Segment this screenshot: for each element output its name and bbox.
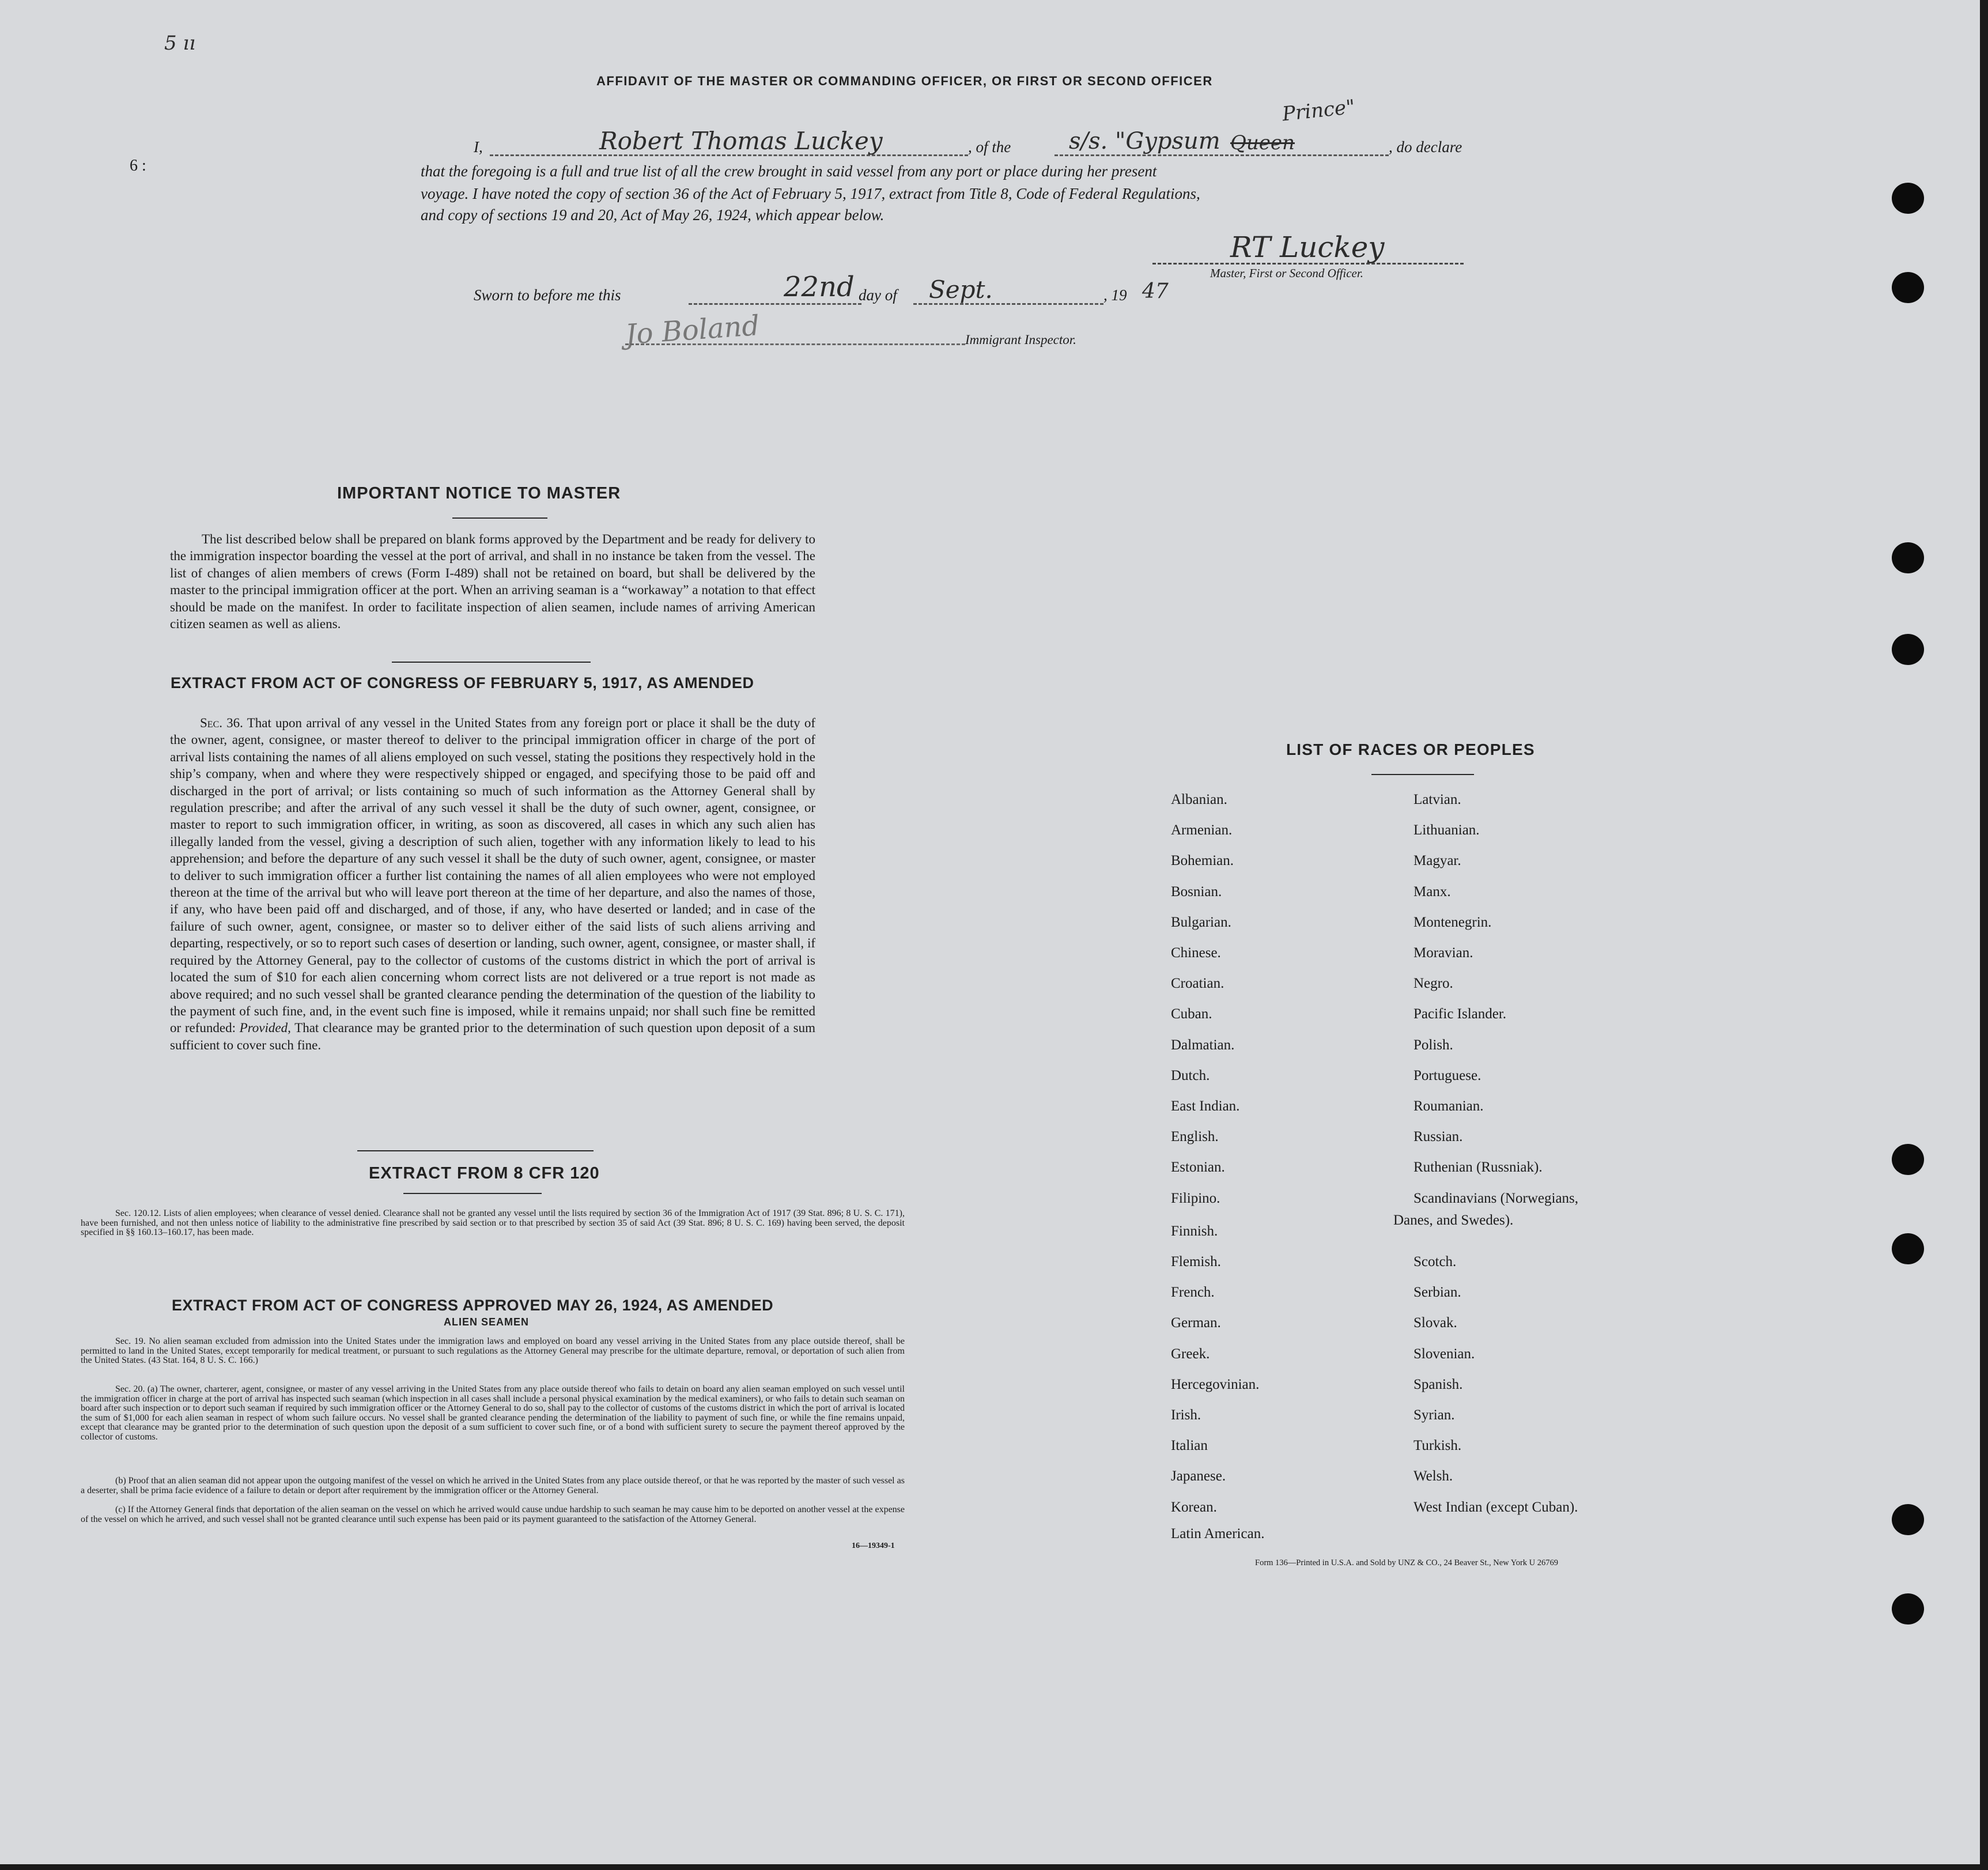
sworn-day-handwritten: 22nd — [784, 271, 855, 303]
race-item: Bulgarian. — [1171, 914, 1231, 930]
form-footer: Form 136—Printed in U.S.A. and Sold by UNZ & CO., 24 Beaver St., New York U 26769 — [1255, 1558, 1559, 1567]
race-item: Flemish. — [1171, 1254, 1221, 1270]
race-item: Japanese. — [1171, 1468, 1226, 1484]
race-item: Moravian. — [1413, 945, 1473, 961]
race-item: Albanian. — [1171, 792, 1227, 807]
day-of-label: day of — [859, 286, 897, 304]
affidavit-line-2: that the foregoing is a full and true list of all the crew brought in said vessel from any port or place during her present — [421, 163, 1157, 180]
race-item: Roumanian. — [1413, 1098, 1484, 1114]
race-item: Korean. — [1171, 1499, 1217, 1515]
master-signature: RT Luckey — [1230, 231, 1385, 264]
race-item: Irish. — [1171, 1407, 1201, 1423]
race-item: Estonian. — [1171, 1159, 1225, 1176]
race-continuation: Danes, and Swedes). — [1393, 1212, 1514, 1228]
race-item: Bohemian. — [1171, 853, 1234, 869]
race-item: Serbian. — [1413, 1285, 1461, 1301]
race-item: German. — [1171, 1315, 1221, 1331]
proviso-label: Provided, — [239, 1021, 291, 1036]
race-item: Bosnian. — [1171, 883, 1222, 900]
race-item: Cuban. — [1171, 1006, 1212, 1022]
vessel-name-handwritten: s/s. "Gypsum — [1069, 128, 1220, 154]
extract-cfr-title: EXTRACT FROM 8 CFR 120 — [369, 1164, 600, 1183]
form-code: 16—19349-1 — [852, 1542, 895, 1550]
race-item: Chinese. — [1171, 945, 1221, 961]
race-item: Armenian. — [1171, 822, 1233, 838]
section-20b-text: (b) Proof that an alien seaman did not appear upon the outgoing manifest of the vessel on which he arrived in the United States from any place outside thereof, or that he was reported by the master of such vessel as a deserter, shall be prima facie evidence of a failure to detain or deport after requirement by the immigration officer or the Attorney General. — [81, 1476, 905, 1495]
section-20c-text: (c) If the Attorney General finds that deportation of the alien seaman on the vessel on which he arrived would cause undue hardship to such seaman he may cause him to be deported on another vessel at the expense of the vessel on which he arrived, and such vessel shall not be granted clearance until such expense has been paid or its payment guaranteed to the satisfaction of the Attorney General. — [81, 1505, 905, 1524]
page-edge-right — [1980, 0, 1988, 1870]
race-item: Portuguese. — [1413, 1067, 1481, 1083]
race-item: Latvian. — [1413, 792, 1461, 807]
race-item: Spanish. — [1413, 1376, 1463, 1392]
notice-title: IMPORTANT NOTICE TO MASTER — [337, 484, 621, 503]
race-item: Scandinavians (Norwegians, — [1413, 1190, 1579, 1206]
vessel-name-line — [1055, 154, 1389, 156]
extract-1924-subtitle: ALIEN SEAMEN — [444, 1316, 530, 1328]
race-item: Syrian. — [1413, 1407, 1455, 1423]
divider — [392, 662, 591, 663]
master-title: Master, First or Second Officer. — [1210, 266, 1363, 280]
sworn-label: Sworn to before me this — [474, 286, 621, 304]
race-item: Welsh. — [1413, 1468, 1453, 1484]
margin-mark-top: 5 ıı — [164, 32, 196, 55]
race-item: Finnish. — [1171, 1223, 1218, 1239]
master-name-handwritten: Robert Thomas Luckey — [599, 127, 883, 155]
race-item: Negro. — [1413, 976, 1453, 992]
divider — [403, 1193, 542, 1194]
punch-hole — [1892, 1144, 1924, 1175]
punch-hole — [1892, 272, 1924, 303]
race-item: Manx. — [1413, 883, 1451, 900]
race-item: Lithuanian. — [1413, 822, 1480, 838]
race-item: Slovenian. — [1413, 1346, 1475, 1362]
race-item: Croatian. — [1171, 976, 1224, 992]
race-item: West Indian (except Cuban). — [1413, 1499, 1578, 1515]
race-item: Turkish. — [1413, 1438, 1462, 1454]
punch-hole — [1892, 1593, 1924, 1625]
margin-mark-left: 6 : — [130, 157, 146, 175]
sworn-month-handwritten: Sept. — [929, 275, 993, 304]
of-the-label: , of the — [968, 138, 1011, 156]
inspector-signature: Jo Boland — [624, 309, 761, 352]
divider — [357, 1150, 594, 1151]
affidavit-line-3: voyage. I have noted the copy of section 36 of the Act of February 5, 1917, extract from Title 8, Code of Federal Regulations, — [421, 185, 1200, 202]
declare-label: , do declare — [1389, 138, 1462, 156]
race-item: Latin American. — [1171, 1526, 1265, 1542]
race-item: Pacific Islander. — [1413, 1006, 1507, 1022]
proviso-text: That clearance may be granted prior to the determination of such question upon deposit of a sum sufficient to cover such fine. — [170, 1021, 816, 1052]
punch-hole — [1892, 1504, 1924, 1535]
race-item: English. — [1171, 1129, 1219, 1145]
declarant-prefix: I, — [474, 138, 483, 156]
race-item: Montenegrin. — [1413, 914, 1492, 930]
extract-cfr-body: Sec. 120.12. Lists of alien employees; when clearance of vessel denied. Clearance shall not be granted any vessel until the lists required by section 36 of the Immigration Act of 1917 (39 Stat. 896; 8 U. S. C. 171), have been furnished, and not then unless notice of liability to the administrative fine prescribed by said section or to that prescribed by section 35 of said Act (39 Stat. 896; 8 U. S. C. 169) having been served, the deposit specified in §§ 160.13–160.17, has been made. — [81, 1208, 905, 1238]
race-item: Greek. — [1171, 1346, 1210, 1362]
race-item: Ruthenian (Russniak). — [1413, 1159, 1543, 1176]
notice-body: The list described below shall be prepared on blank forms approved by the Department and be ready for delivery to the immigration inspector boarding the vessel at the port of arrival, and shall in no instance be taken from the vessel. The list of changes of alien members of crews (Form I-489) shall not be retained on board, but shall be delivered by the master to the principal immigration officer at the port. When an arriving seaman is a “workaway” a notation to that effect should be made on the manifest. In order to facilitate inspection of alien seamen, include names of arriving American citizen seamen as well as aliens. — [170, 532, 815, 632]
race-item: Dutch. — [1171, 1067, 1210, 1083]
year-prefix: , 19 — [1103, 286, 1127, 304]
punch-hole — [1892, 634, 1924, 665]
race-item: Russian. — [1413, 1129, 1463, 1145]
master-signature-line — [1152, 263, 1464, 265]
race-item: Italian — [1171, 1438, 1208, 1454]
affidavit-title: AFFIDAVIT OF THE MASTER OR COMMANDING OFFICER, OR FIRST OR SECOND OFFICER — [596, 74, 1213, 88]
sworn-day-line — [689, 303, 861, 305]
race-item: Filipino. — [1171, 1190, 1220, 1206]
section-36-label: Sec. 36. — [200, 716, 243, 730]
race-item: Slovak. — [1413, 1315, 1457, 1331]
race-item: Dalmatian. — [1171, 1037, 1235, 1053]
punch-hole — [1892, 542, 1924, 573]
section-20a-text: Sec. 20. (a) The owner, charterer, agent, consignee, or master of any vessel arriving in the United States from any place outside thereof who fails to detain on board any alien seaman employed on such vessel until the immigration officer in charge at the port of arrival has inspected such seaman (which inspection in all cases shall include a personal physical examination by the medical examiners), or who fails to detain such seaman on board after such inspection or to deport such seaman if required by such immigration officer or the Attorney General to do so, shall pay to the collector of customs of the customs district in which the port of arrival is located the sum of $1,000 for each alien seaman in respect of whom such failure occurs. No vessel shall be granted clearance pending the determination of the liability to payment of such fine, or while the fine remains unpaid, except that clearance may be granted prior to the determination of such question upon the deposit of a sum sufficient to cover such fine, or of a bond with sufficient surety to secure the payment thereof approved by the collector of customs. — [81, 1384, 905, 1442]
extract-1917-body — [170, 715, 815, 1053]
divider — [1371, 774, 1474, 775]
section-36-text: That upon arrival of any vessel in the United States from any foreign port or place it shall be the duty of the owner, agent, consignee, or master thereof to deliver to the principal immigration officer in charge of the port of arrival lists containing the names of all aliens employed on such vessel, stating the positions they respectively hold in the ship’s company, when and where they were respectively shipped or engaged, and specifying those to be paid off and discharged in the port of arrival; or lists containing so much of such information as the Attorney General shall by regulation prescribe; and after the arrival of any such vessel it shall be the duty of such owner, agent, consignee, or master to report to such immigration officer, in writing, as soon as discovered, all cases in which any such alien has illegally landed from the vessel, giving a description of such alien, together with any information likely to lead to his apprehension; and before the departure of any such vessel it shall be the duty of such owner, agent, consignee, or master to deliver to such immigration officer a further list containing the names of all alien employees who were not employed thereon at the time of the arrival but who will leave port thereon at the time of her departure, and also the names of those, if any, who have been paid off and discharged, and of those, if any, who have deserted or landed; and in case of the failure of such owner, agent, consignee, or master so to deliver either of the said lists of such aliens arriving and departing, respectively, or so to report such cases of desertion or landing, such owner, agent, consignee, or master shall, if required by the Attorney General, pay to the collector of customs of the customs district in which the port of arrival is located the sum of $10 for each alien concerning whom correct lists are not delivered or a true report is not made as above required; and no such vessel shall be granted clearance pending the determination of the question of the liability to the payment of such fine, and, in the event such fine is imposed, while it remains unpaid; nor shall such fine be remitted or refunded: — [170, 716, 815, 1036]
extract-1917-title: EXTRACT FROM ACT OF CONGRESS OF FEBRUARY 5, 1917, AS AMENDED — [171, 674, 754, 692]
races-title: LIST OF RACES OR PEOPLES — [1286, 741, 1535, 758]
race-item: East Indian. — [1171, 1098, 1240, 1114]
race-item: Hercegovinian. — [1171, 1376, 1260, 1392]
year-handwritten: 47 — [1142, 279, 1169, 303]
vessel-name-struck: Queen — [1230, 131, 1295, 154]
punch-hole — [1892, 1233, 1924, 1264]
affidavit-line-4: and copy of sections 19 and 20, Act of May 26, 1924, which appear below. — [421, 206, 885, 224]
extract-1924-title: EXTRACT FROM ACT OF CONGRESS APPROVED MAY 26, 1924, AS AMENDED — [172, 1297, 774, 1314]
vessel-name-correction: Prince" — [1281, 95, 1356, 126]
punch-hole — [1892, 183, 1924, 214]
inspector-signature-line — [625, 343, 965, 345]
race-item: French. — [1171, 1285, 1215, 1301]
race-item: Polish. — [1413, 1037, 1453, 1053]
race-item: Magyar. — [1413, 853, 1461, 869]
inspector-title: Immigrant Inspector. — [965, 333, 1076, 347]
race-item: Scotch. — [1413, 1254, 1457, 1270]
section-19-text: Sec. 19. No alien seaman excluded from admission into the United States under the immigration laws and employed on board any vessel arriving in the United States from any place outside thereof, shall be permitted to land in the United States, except temporarily for medical treatment, or pursuant to such regulations as the Attorney General may prescribe for the ultimate departure, removal, or deportation of such alien from the United States. (43 Stat. 164, 8 U. S. C. 166.) — [81, 1336, 905, 1366]
page-edge-bottom — [0, 1864, 1988, 1870]
divider — [452, 517, 547, 519]
